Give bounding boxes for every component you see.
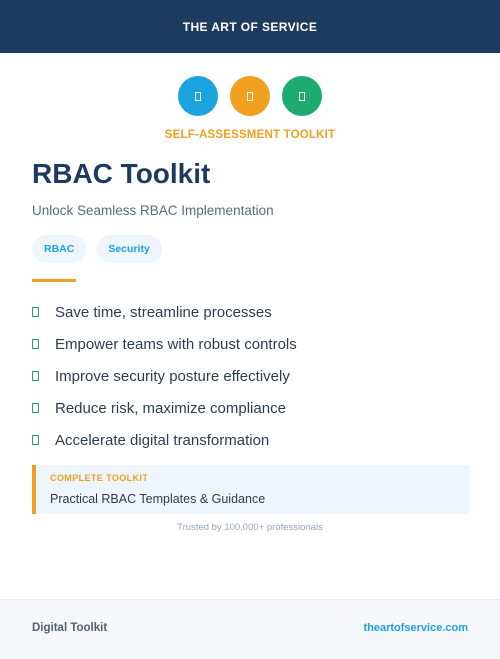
tag-rbac: RBAC (32, 235, 86, 263)
tag-list (32, 235, 162, 263)
check-icon (32, 403, 39, 413)
callout-label: COMPLETE TOOLKIT (50, 473, 149, 483)
green-badge-icon (282, 76, 322, 116)
toolkit-callout (32, 465, 469, 514)
benefit-item (32, 392, 297, 424)
accent-divider (32, 279, 76, 282)
benefit-item (32, 296, 297, 328)
top-banner (0, 0, 500, 53)
check-icon (32, 371, 39, 381)
orange-badge-icon (230, 76, 270, 116)
benefit-text: Reduce risk, maximize compliance (55, 399, 286, 417)
website-link[interactable]: theartofservice.com (363, 622, 468, 634)
check-icon (32, 307, 39, 317)
glyph-icon (195, 92, 201, 101)
benefit-item (32, 360, 297, 392)
glyph-icon (299, 92, 305, 101)
page-title: RBAC Toolkit (32, 158, 211, 189)
icon-row (0, 76, 500, 116)
blue-badge-icon (178, 76, 218, 116)
benefit-list (32, 296, 297, 456)
check-icon (32, 435, 39, 445)
benefit-text: Empower teams with robust controls (55, 335, 297, 353)
trusted-note: Trusted by 100,000+ professionals (177, 522, 323, 533)
benefit-text: Save time, streamline processes (55, 303, 272, 321)
footer (0, 599, 500, 659)
benefit-item (32, 424, 297, 456)
glyph-icon (247, 92, 253, 101)
brand-title: THE ART OF SERVICE (182, 19, 318, 34)
benefit-item (32, 328, 297, 360)
check-icon (32, 339, 39, 349)
benefit-text: Improve security posture effectively (55, 367, 290, 385)
callout-text: Practical RBAC Templates & Guidance (50, 492, 266, 506)
kicker-label: SELF-ASSESSMENT TOOLKIT (164, 129, 336, 141)
tag-security: Security (96, 235, 161, 263)
footer-label: Digital Toolkit (32, 622, 108, 634)
subtitle: Unlock Seamless RBAC Implementation (32, 203, 274, 218)
benefit-text: Accelerate digital transformation (55, 431, 270, 449)
